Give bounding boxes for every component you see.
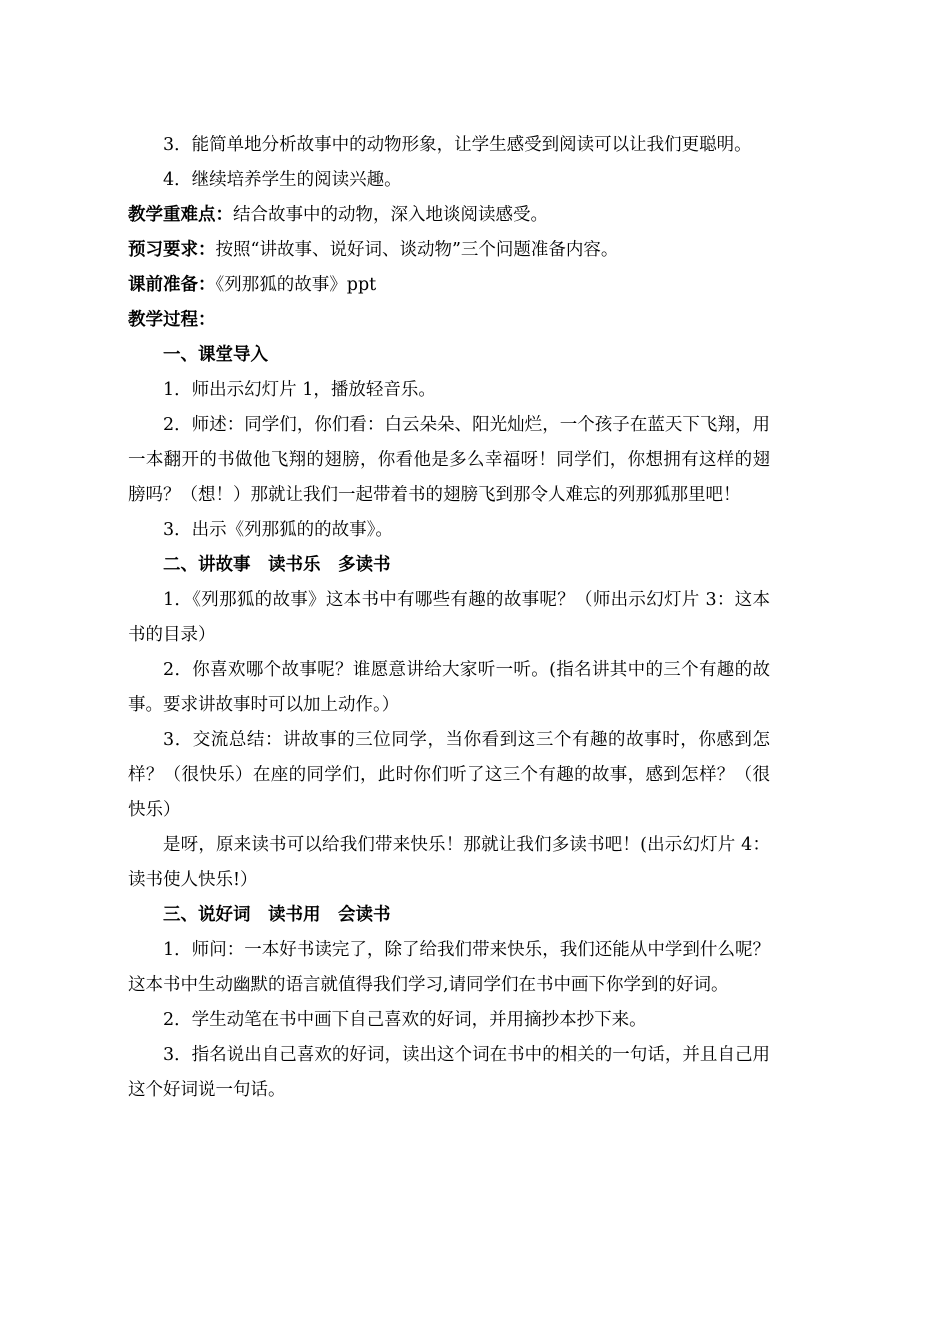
- section-paragraph: 2．师述：同学们，你们看：白云朵朵、阳光灿烂，一个孩子在蓝天下飞翔，用一本翻开的书做他飞翔的翅膀，你看他是多么幸福呀！同学们，你想拥有这样的翅膀吗？（想！）那就让我们一起带着书的翅膀飞到那令人难忘的列那狐那里吧！: [128, 415, 770, 505]
- document-page: [128, 128, 770, 1108]
- section-paragraph: 1．《列那狐的故事》这本书中有哪些有趣的故事呢？（师出示幻灯片 3：这本书的目录）: [128, 590, 770, 645]
- section-heading-good-words: 三、说好词 读书用 会读书: [163, 905, 391, 925]
- preview-label: 预习要求：: [128, 240, 216, 260]
- section-heading-intro: 一、课堂导入: [163, 345, 268, 365]
- key-points-label: 教学重难点：: [128, 205, 233, 225]
- section-heading-storytelling: 二、讲故事 读书乐 多读书: [163, 555, 391, 575]
- section-paragraph: 3．交流总结：讲故事的三位同学，当你看到这三个有趣的故事时，你感到怎样？（很快乐）在座的同学们，此时你们听了这三个有趣的故事，感到怎样？（很快乐）: [128, 730, 770, 820]
- prep-line: [128, 268, 770, 303]
- objective-item-3: 3．能简单地分析故事中的动物形象，让学生感受到阅读可以让我们更聪明。: [163, 135, 752, 155]
- preview-line: [128, 233, 770, 268]
- key-points-line: [128, 198, 770, 233]
- preview-text: 按照“讲故事、说好词、谈动物”三个问题准备内容。: [215, 240, 619, 260]
- key-points-text: 结合故事中的动物，深入地谈阅读感受。: [233, 205, 548, 225]
- process-label: 教学过程：: [128, 310, 216, 330]
- objective-item-4: 4．继续培养学生的阅读兴趣。: [163, 170, 402, 190]
- section-paragraph: 是呀，原来读书可以给我们带来快乐！那就让我们多读书吧！(出示幻灯片 4：读书使人快乐!）: [128, 835, 770, 890]
- prep-label: 课前准备：: [128, 275, 216, 295]
- prep-text: 《列那狐的故事》ppt: [215, 275, 377, 295]
- section-paragraph: 1．师出示幻灯片 1，播放轻音乐。: [163, 380, 436, 400]
- section-paragraph: 3．出示《列那狐的的故事》。: [163, 520, 393, 540]
- section-paragraph: 2．学生动笔在书中画下自己喜欢的好词，并用摘抄本抄下来。: [163, 1010, 647, 1030]
- section-paragraph: 2．你喜欢哪个故事呢？谁愿意讲给大家听一听。(指名讲其中的三个有趣的故事。要求讲故事时可以加上动作。）: [128, 660, 770, 715]
- section-paragraph: 3．指名说出自己喜欢的好词，读出这个词在书中的相关的一句话，并且自己用这个好词说一句话。: [128, 1045, 770, 1100]
- section-paragraph: 1．师问：一本好书读完了，除了给我们带来快乐，我们还能从中学到什么呢？这本书中生动幽默的语言就值得我们学习,请同学们在书中画下你学到的好词。: [128, 940, 770, 995]
